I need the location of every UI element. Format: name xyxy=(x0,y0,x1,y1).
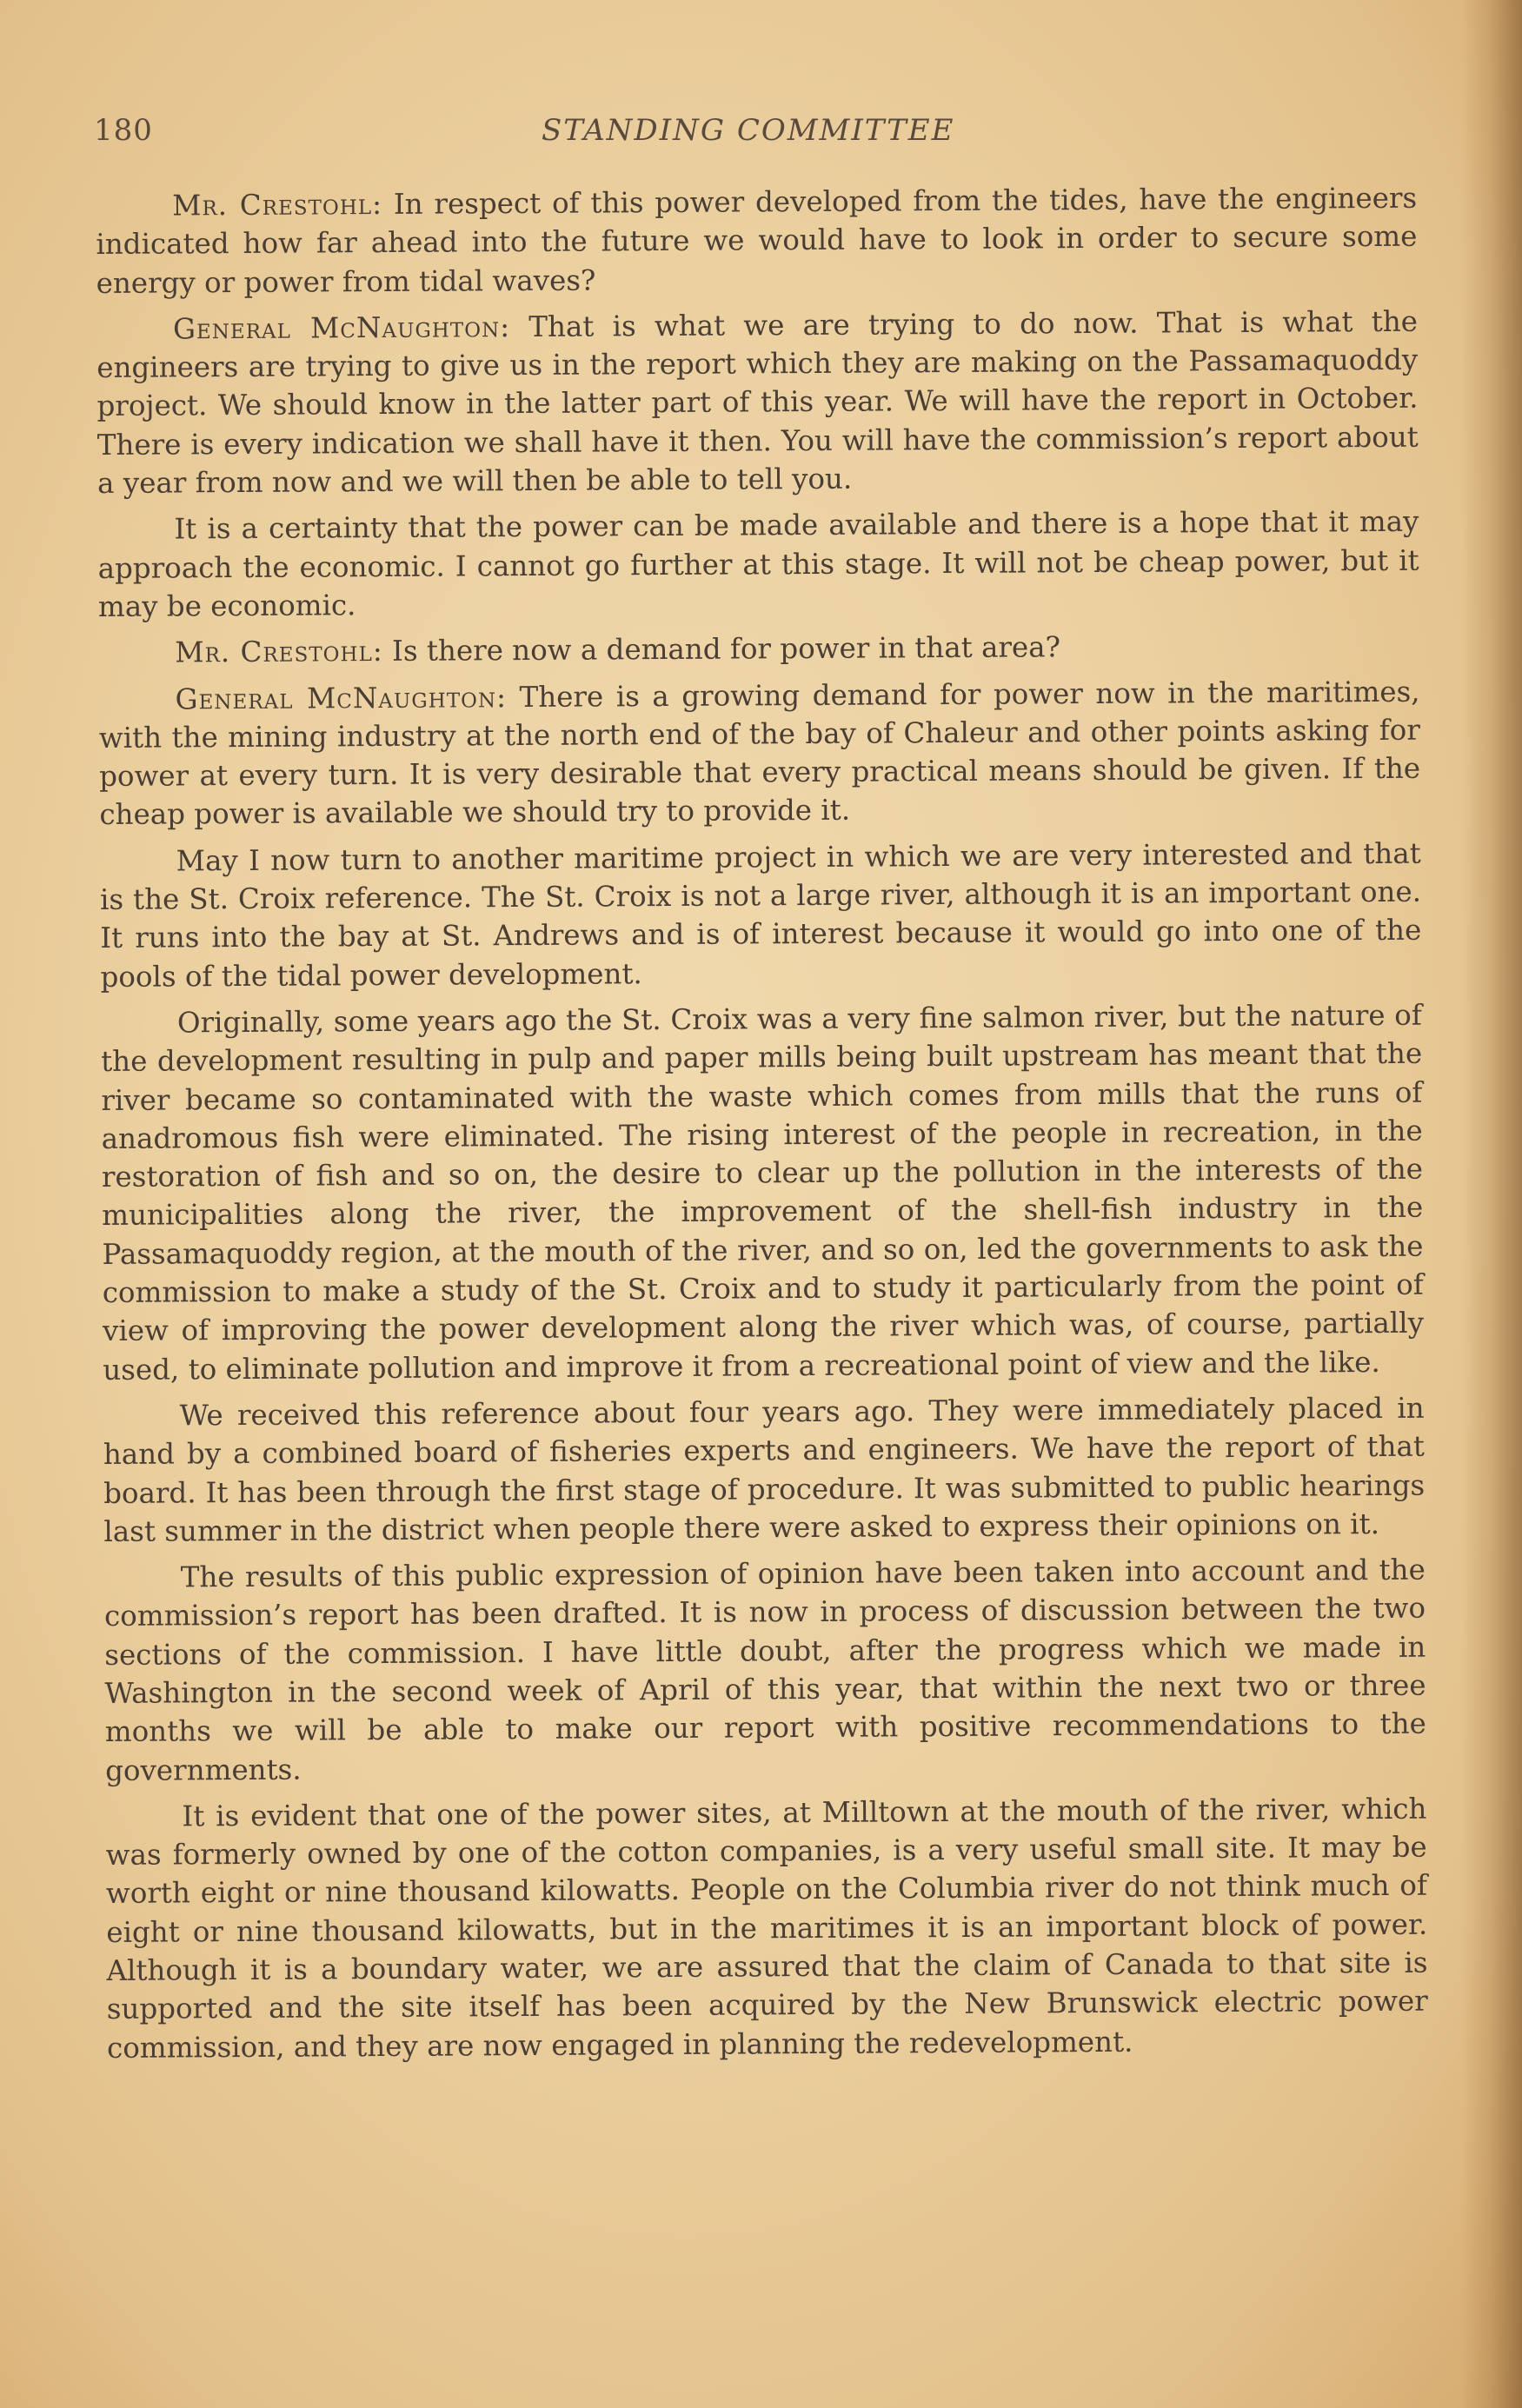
paragraph-text: There is a growing demand for power now in the maritimes, with the mining industry at the north end of the bay of Chaleur and other points asking for power at every turn. It is very desirable that every practical means should be given. If the cheap power is available we should try to provide it. xyxy=(98,675,1421,832)
paragraph-text: Originally, some years ago the St. Croix was a very fine salmon river, but the nature of the development resulting in pulp and paper mills being built upstream has meant that the river became so contaminated with the waste which comes from mills that the runs of anadromous fish were eliminated. The rising interest of the people in recreation, in the restoration of fish and so on, the desire to clear up the pollution in the interests of the municipalities along the river, the improvement of the shell-fish industry in the Passamaquoddy region, at the mouth of the river, and so on, led the governments to ask the commission to make a study of the St. Croix and to study it particularly from the point of view of improving the power development along the river which was, of course, partially used, to eliminate pollution and improve it from a recreational point of view and the like. xyxy=(101,998,1425,1387)
paragraph-text: It is evident that one of the power sites, at Milltown at the mouth of the river, which was formerly owned by one of the cotton companies, is a very useful small site. It may be worth eight or nine thousand kilowatts. People on the Columbia river do not think much of eight or nine thousand kilowatts, but in the maritimes it is an important block of power. Although it is a boundary water, we are assured that the claim of Canada to that site is supported and the site itself has been acquired by the New Brunswick electric power commission, and they are now engaged in planning the redevelopment. xyxy=(105,1792,1428,2065)
paragraph-text: Is there now a demand for power in that area? xyxy=(382,630,1061,669)
paragraph-text: May I now turn to another maritime project in which we are very interested and that is the St. Croix reference. The St. Croix is not a large river, although it is an important one. It runs into the bay at St. Andrews and is of interest because it would go into one of the pools of the tidal power development. xyxy=(99,836,1422,994)
speaker-name: General McNaughton: xyxy=(175,680,508,716)
paragraph xyxy=(100,834,1422,995)
paragraph-text: It is a certainty that the power can be made available and there is a hope that it may approach the economic. I cannot go further at this stage. It will not be cheap power, but it may be economic. xyxy=(97,505,1419,623)
paragraph xyxy=(97,502,1419,626)
paragraph xyxy=(96,179,1418,303)
speaker-name: Mr. Crestohl: xyxy=(172,187,383,223)
paragraph xyxy=(98,672,1420,834)
page-number: 180 xyxy=(94,113,153,148)
paragraph-text: In respect of this power developed from the tides, have the engineers indicated how far ahead into the future we would have to look in order to secure some energy or power from tidal waves? xyxy=(96,181,1418,300)
paragraph xyxy=(96,303,1419,503)
running-head: STANDING COMMITTEE xyxy=(542,113,955,148)
paragraph xyxy=(105,1790,1428,2067)
speaker-name: General McNaughton: xyxy=(172,309,511,346)
paragraph xyxy=(103,1389,1426,1551)
body-text xyxy=(96,179,1428,2075)
paragraph-text: That is what we are trying to do now. That is what the engineers are trying to give us in the report which they are making on the Passamaquoddy project. We should know in the latter part of this year. We will have the report in October. There is every indication we shall have it then. You will have the commission’s report about a year from now and we will then be able to tell you. xyxy=(96,304,1419,501)
paragraph-text: The results of this public expression of opinion have been taken into account and the commission’s report has been drafted. It is now in process of discussion between the two sections of the commission. I have little doubt, after the progress which we made in Washington in the second week of April of this year, that within the next two or three months we will be able to make our report with positive recommendations to the governments. xyxy=(103,1553,1426,1787)
page-header xyxy=(94,113,1415,165)
paragraph-text: We received this reference about four years ago. They were immediately placed in hand by a combined board of fisheries experts and engineers. We have the report of that board. It has been through the first stage of procedure. It was submitted to public hearings last summer in the district when people there were asked to express their opinions on it. xyxy=(103,1391,1426,1548)
speaker-name: Mr. Crestohl: xyxy=(175,635,383,669)
page-edge-shadow xyxy=(1461,0,1522,2408)
paragraph xyxy=(104,1551,1427,1790)
paragraph xyxy=(101,996,1425,1389)
paragraph xyxy=(98,626,1419,673)
